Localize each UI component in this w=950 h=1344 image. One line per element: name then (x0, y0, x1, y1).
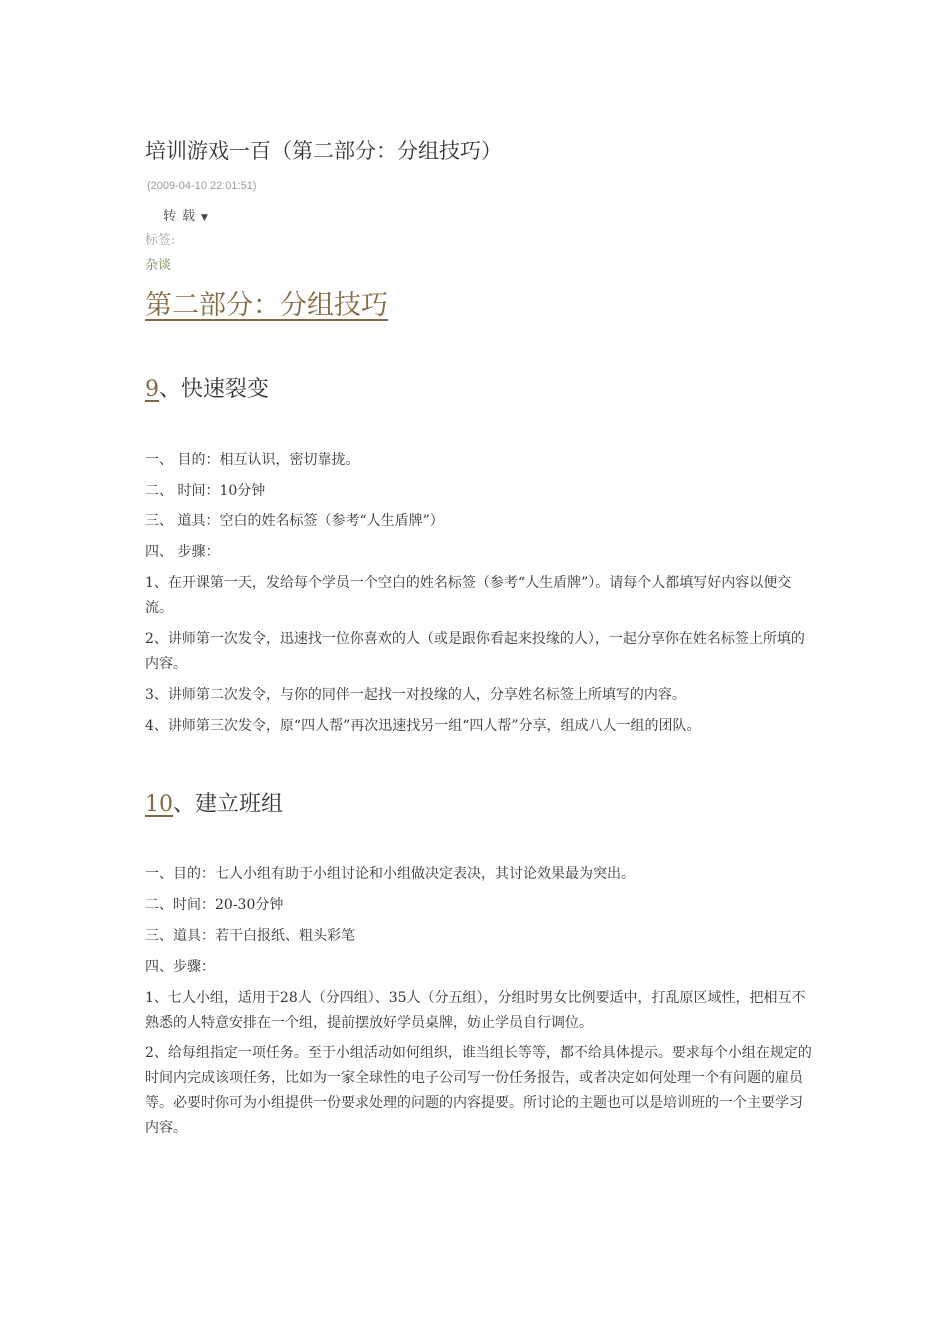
section-title: 、快速裂变 (159, 377, 270, 402)
paragraph: 一、 目的：相互认识，密切靠拢。 (145, 452, 360, 468)
paragraph: 3、讲师第二次发令，与你的同伴一起找一对投缘的人，分享姓名标签上所填写的内容。 (145, 687, 686, 703)
repost-button[interactable] (163, 205, 208, 224)
paragraph: 1、在开课第一天，发给每个学员一个空白的姓名标签（参考“人生盾牌”）。请每个人都填写好内容以便交流。 (145, 575, 792, 616)
paragraph: 2、讲师第一次发令，迅速找一位你喜欢的人（或是跟你看起来投缘的人），一起分享你在姓名标签上所填的内容。 (145, 631, 805, 672)
paragraph: 4、讲师第三次发令，原“四人帮”再次迅速找另一组“四人帮”分享，组成八人一组的团队。 (145, 718, 701, 734)
paragraph: 1、七人小组，适用于28人（分四组）、35人（分五组），分组时男女比例要适中，打乱原区域性，把相互不熟悉的人特意安排在一个组，提前摆放好学员桌牌，妨止学员自行调位。 (145, 990, 806, 1031)
repost-label: 转载 (163, 209, 202, 224)
section-title: 、建立班组 (173, 792, 284, 817)
paragraph: 四、步骤： (145, 959, 215, 975)
post-title: 培训游戏一百（第二部分：分组技巧） (145, 139, 502, 163)
section-heading-10 (145, 787, 283, 818)
tag-link[interactable]: 杂谈 (145, 258, 172, 273)
paragraph: 三、道具：若干白报纸、粗头彩笔 (145, 928, 355, 944)
section-heading-9 (145, 372, 269, 403)
paragraph: 2、给每组指定一项任务。至于小组活动如何组织，谁当组长等等，都不给具体提示。要求每个小组在规定的时间内完成该项任务，比如为一家全球性的电子公司写一份任务报告，或者决定如何处理一个有问题的雇员等。必要时你可为小组提供一份要求处理的问题的内容提要。所讨论的主题也可以是培训班的一个主要学习内容。 (145, 1045, 812, 1136)
paragraph: 一、目的：七人小组有助于小组讨论和小组做决定表决，其讨论效果最为突出。 (145, 866, 635, 882)
tags-label: 标签: (145, 233, 176, 248)
paragraph: 三、 道具：空白的姓名标签（参考“人生盾牌”） (145, 513, 444, 529)
section-number-link[interactable]: 9 (145, 377, 159, 402)
chevron-down-icon: ▼ (201, 213, 208, 223)
paragraph: 四、 步骤： (145, 544, 220, 560)
part-heading-link[interactable]: 第二部分：分组技巧 (145, 290, 388, 321)
paragraph: 二、 时间：10分钟 (145, 483, 266, 499)
post-date: (2009-04-10 22:01:51) (147, 180, 257, 192)
section-number-link[interactable]: 10 (145, 792, 173, 817)
paragraph: 二、时间：20-30分钟 (145, 897, 284, 913)
